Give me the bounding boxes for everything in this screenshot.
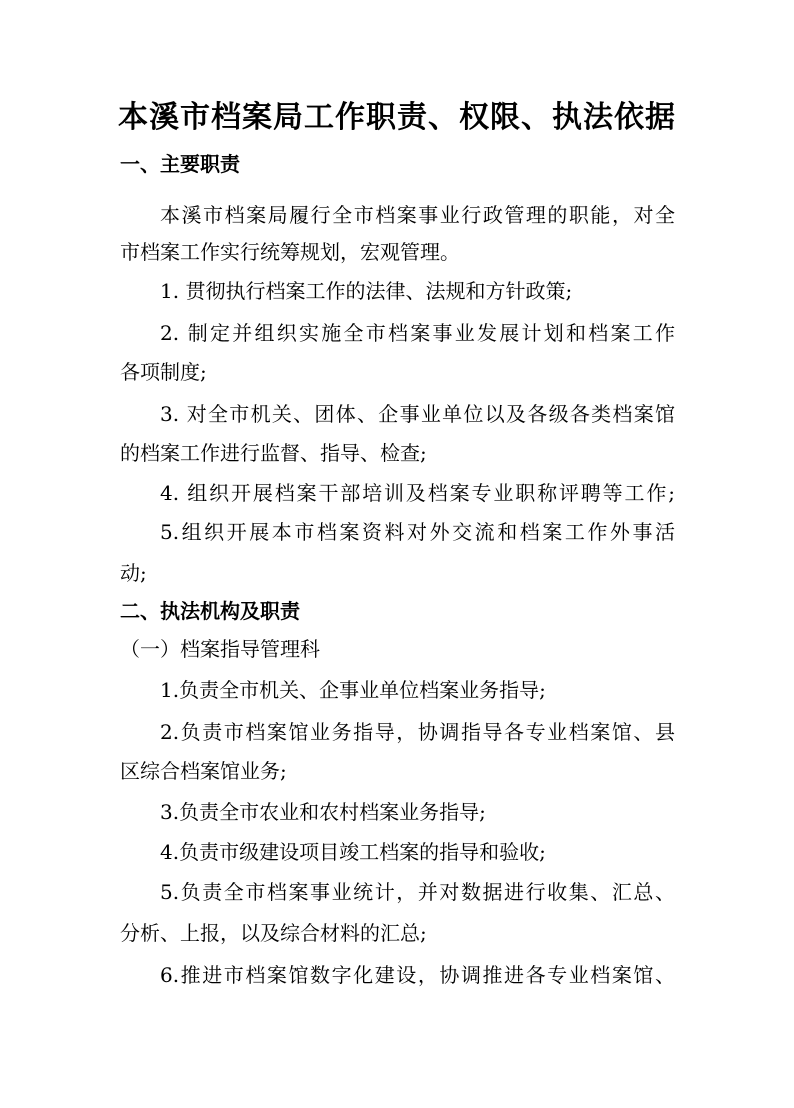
list-item-continuation: 动; [120,561,147,585]
document-title: 本溪市档案局工作职责、权限、执法依据 [118,100,676,135]
list-item: 1. 贯彻执行档案工作的法律、法规和方针政策; [160,279,573,303]
sub-heading: （一）档案指导管理科 [120,637,320,661]
list-item: 4.负责市级建设项目竣工档案的指导和验收; [160,840,546,864]
paragraph-line: 本溪市档案局履行全市档案事业行政管理的职能，对全 [160,203,675,227]
list-item: 4. 组织开展档案干部培训及档案专业职称评聘等工作; [160,481,675,505]
list-item-continuation: 分析、上报，以及综合材料的汇总; [120,921,427,945]
list-item: 5.负责全市档案事业统计，并对数据进行收集、汇总、 [160,880,675,904]
list-item-continuation: 各项制度; [120,360,207,384]
list-item-continuation: 区综合档案馆业务; [120,759,287,783]
paragraph-line: 市档案工作实行统筹规划，宏观管理。 [120,240,460,264]
list-item: 2.负责市档案馆业务指导，协调指导各专业档案馆、县 [160,720,675,744]
list-item: 3. 对全市机关、团体、企事业单位以及各级各类档案馆 [160,402,675,426]
list-item: 3.负责全市农业和农村档案业务指导; [160,800,486,824]
list-item: 1.负责全市机关、企事业单位档案业务指导; [160,678,546,702]
section-heading-main-duties: 一、主要职责 [120,152,240,176]
list-item: 6.推进市档案馆数字化建设，协调推进各专业档案馆、 [160,963,675,987]
list-item: 2. 制定并组织实施全市档案事业发展计划和档案工作 [160,321,675,345]
list-item-continuation: 的档案工作进行监督、指导、检查; [120,441,427,465]
section-heading-enforcement: 二、执法机构及职责 [120,599,300,623]
list-item: 5.组织开展本市档案资料对外交流和档案工作外事活 [160,520,675,544]
